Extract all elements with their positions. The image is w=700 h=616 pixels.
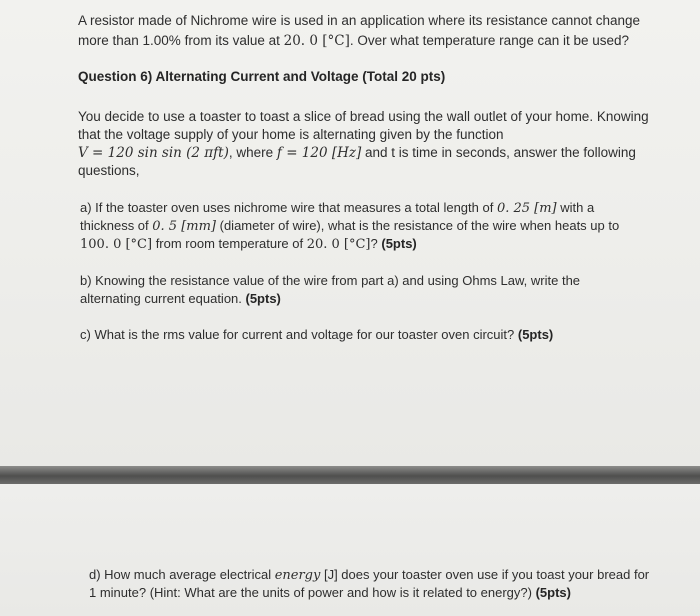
part-a-line-3-mid: from room temperature of: [152, 236, 307, 251]
q6-para-line-3-mid: , where: [228, 145, 277, 160]
part-a-line-2: [80, 217, 619, 236]
wire-length: 0. 25 [m]: [496, 201, 557, 216]
q6-para-line-3: [78, 143, 636, 163]
part-d-line-2-text: 1 minute? (Hint: What are the units of power and how is it related to energy?): [89, 585, 536, 600]
intro-line-2-text: more than 1.00% from its value at: [78, 33, 284, 48]
q6-para-line-4: questions,: [78, 163, 140, 178]
question-6-heading: Question 6) Alternating Current and Voltage (Total 20 pts): [78, 69, 446, 84]
part-d-line-1-end: [J] does your toaster oven use if you toast your bread for: [320, 567, 650, 582]
voltage-function: V = 120 sin sin (2 πft): [78, 145, 229, 161]
q6-para-line-2: that the voltage supply of your home is alternating given by the function: [78, 127, 504, 142]
intro-line-2: [78, 31, 629, 51]
page-divider: [0, 466, 700, 484]
part-b-points: (5pts): [245, 291, 281, 306]
part-d-line-2: [89, 584, 571, 602]
frequency-value: f = 120 [Hz]: [276, 145, 362, 161]
part-a-line-1: [80, 199, 594, 218]
intro-temperature: 20. 0 [°C]: [283, 33, 350, 49]
part-a-line-3: [80, 235, 417, 254]
part-c-line-1-text: c) What is the rms value for current and voltage for our toaster oven circuit?: [80, 327, 518, 342]
part-d-line-1: [89, 566, 649, 585]
hot-temperature: 100. 0 [°C]: [80, 237, 153, 252]
part-c-line-1: [80, 326, 553, 344]
part-a-line-2-text: thickness of: [80, 218, 153, 233]
part-a-line-1-text: a) If the toaster oven uses nichrome wire that measures a total length of: [80, 200, 497, 215]
part-b-line-1: b) Knowing the resistance value of the wire from part a) and using Ohms Law, write the: [80, 273, 581, 288]
room-temperature: 20. 0 [°C]: [306, 237, 371, 252]
part-a-line-3-end: ?: [370, 236, 382, 251]
q6-para-line-3-end: and t is time in seconds, answer the following: [361, 145, 636, 160]
intro-line-2-end: . Over what temperature range can it be used?: [349, 33, 630, 48]
wire-thickness: 0. 5 [mm]: [152, 219, 217, 234]
part-a-points: (5pts): [381, 236, 417, 251]
part-a-line-2-end: (diameter of wire), what is the resistance of the wire when heats up to: [216, 218, 620, 233]
part-b-line-2: [80, 290, 281, 308]
part-d-points: (5pts): [535, 585, 571, 600]
intro-line-1: A resistor made of Nichrome wire is used in an application where its resistance cannot change: [78, 13, 641, 28]
part-a-line-1-end: with a: [556, 200, 595, 215]
part-c-points: (5pts): [517, 327, 554, 342]
energy-word: energy: [274, 568, 321, 583]
part-b-line-2-text: alternating current equation.: [80, 291, 246, 306]
q6-para-line-1: You decide to use a toaster to toast a slice of bread using the wall outlet of your home. Knowing: [78, 109, 649, 124]
part-d-line-1-text: d) How much average electrical: [89, 567, 275, 582]
